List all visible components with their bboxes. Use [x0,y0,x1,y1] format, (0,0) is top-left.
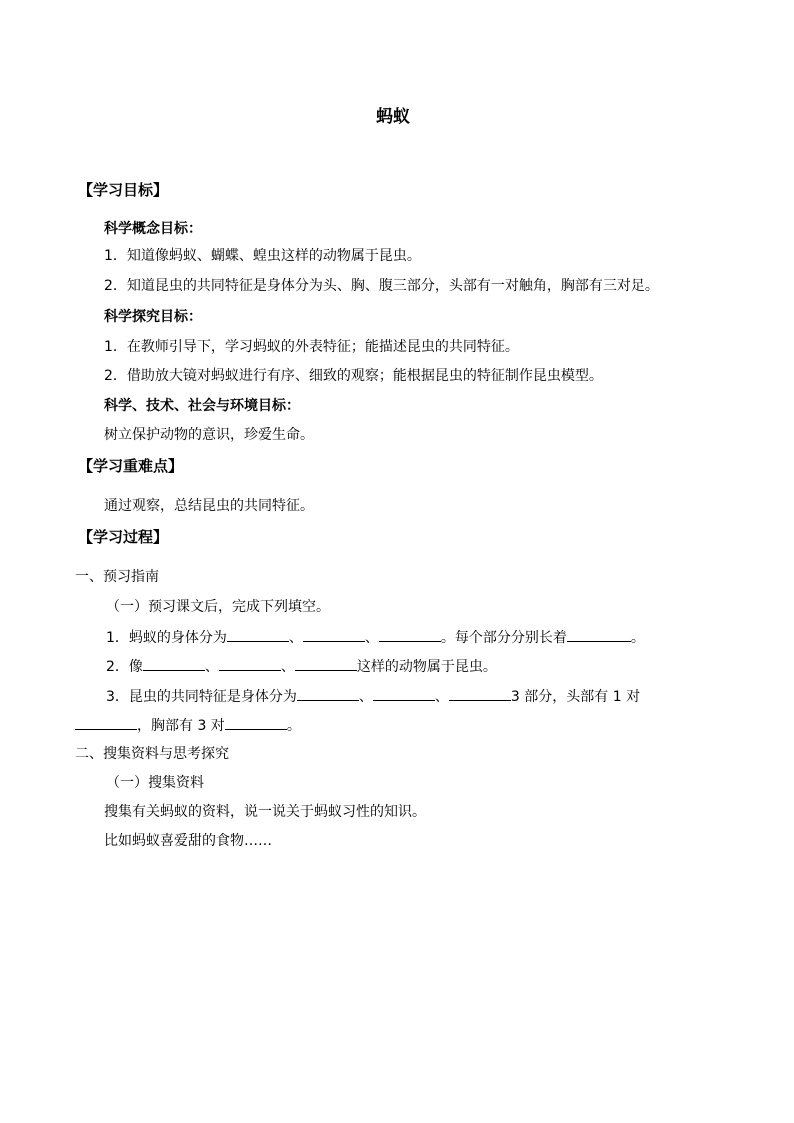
fill-blank[interactable] [379,627,441,642]
q3-middle-2: ，胸部有 3 对 [137,718,225,734]
question-2 [106,656,497,677]
sts-goal-heading: 科学、技术、社会与环境目标： [104,398,300,414]
question-1 [106,627,645,648]
inquiry-goal-heading: 科学探究目标： [104,309,202,325]
q1-middle: 。每个部分分别长着 [440,630,567,646]
concept-goal-2: 2．知道昆虫的共同特征是身体分为头、胸、腹三部分，头部有一对触角，胸部有三对足。 [104,278,659,294]
q2-prefix: 2．像 [106,659,143,675]
q1-end: 。 [630,630,645,646]
part1-heading: 一、预习指南 [75,569,159,585]
q3-middle: 3 部分，头部有 1 对 [510,689,641,705]
fill-blank[interactable] [297,686,359,701]
q3-prefix: 3．昆虫的共同特征是身体分为 [106,689,297,705]
section-heading-process: 【学习过程】 [78,528,169,546]
part2-text-2: 比如蚂蚁喜爱甜的食物…… [104,833,272,849]
section-heading-goals: 【学习目标】 [78,181,169,199]
fill-blank[interactable] [567,627,631,642]
fill-blank[interactable] [227,627,289,642]
fill-blank[interactable] [295,656,357,671]
q3-end: 。 [286,718,301,734]
inquiry-goal-1: 1．在教师引导下，学习蚂蚁的外表特征；能描述昆虫的共同特征。 [104,339,519,355]
part2-heading: 二、搜集资料与思考探究 [75,746,229,762]
part1-subheading: （一）预习课文后，完成下列填空。 [106,599,330,615]
fill-blank[interactable] [373,686,435,701]
part2-text-1: 搜集有关蚂蚁的资料，说一说关于蚂蚁习性的知识。 [104,804,426,820]
inquiry-goal-2: 2．借助放大镜对蚂蚁进行有序、细致的观察；能根据昆虫的特征制作昆虫模型。 [104,368,603,384]
q1-prefix: 1．蚂蚁的身体分为 [106,630,227,646]
concept-goal-1: 1．知道像蚂蚁、蝴蝶、蝗虫这样的动物属于昆虫。 [104,248,421,264]
q2-separator: 、 [280,659,295,675]
part2-subheading: （一）搜集资料 [106,775,204,791]
fill-blank[interactable] [75,715,137,730]
sts-goal-1: 树立保护动物的意识，珍爱生命。 [104,427,314,443]
q2-separator: 、 [204,659,219,675]
q1-separator: 、 [364,630,379,646]
fill-blank[interactable] [303,627,365,642]
question-3-line-2 [75,715,301,736]
fill-blank[interactable] [225,715,287,730]
fill-blank[interactable] [219,656,281,671]
q2-end: 这样的动物属于昆虫。 [356,659,497,675]
q3-separator: 、 [434,689,449,705]
concept-goal-heading: 科学概念目标： [104,221,202,237]
section-heading-key-points: 【学习重难点】 [78,457,184,475]
question-3-line-1 [106,686,640,707]
fill-blank[interactable] [143,656,205,671]
q3-separator: 、 [358,689,373,705]
page-title: 蚂蚁 [376,107,410,127]
fill-blank[interactable] [449,686,511,701]
key-points-text: 通过观察，总结昆虫的共同特征。 [104,498,314,514]
q1-separator: 、 [288,630,303,646]
